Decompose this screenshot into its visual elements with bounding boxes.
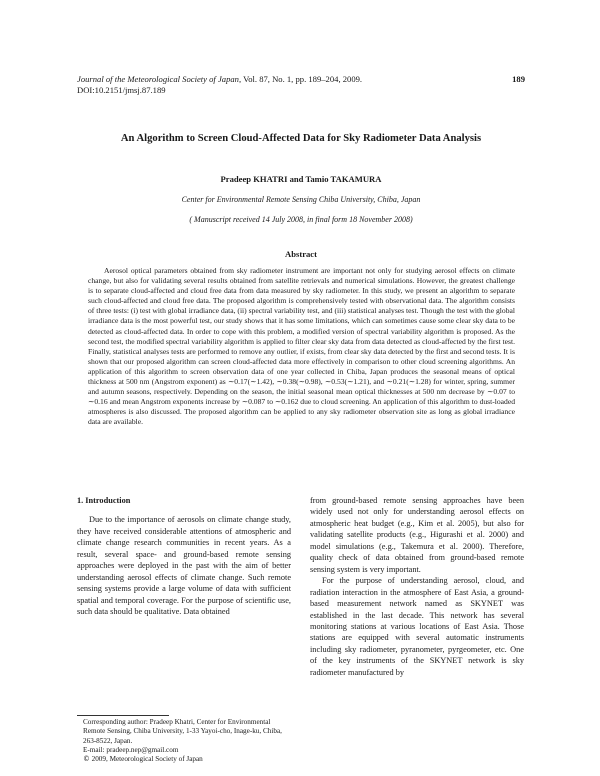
authors: Pradeep KHATRI and Tamio TAKAMURA: [220, 174, 382, 184]
copyright-line: [83, 755, 291, 764]
copyright-text: 2009, Meteorological Society of Japan: [89, 755, 203, 764]
footnote: [83, 718, 291, 764]
paper-title: An Algorithm to Screen Cloud-Affected Data for Sky Radiometer Data Analysis: [120, 133, 482, 144]
introduction-heading: 1. Introduction: [77, 496, 131, 505]
left-column: [77, 495, 291, 618]
abstract-text: Aerosol optical parameters obtained from sky radiometer instrument are important not only for studying aerosol effects on climate change, but also for validating several results obtained from satellite retrievals and numerical simulations. However, the greatest challenge is to separate cloud-affected and cloud free data from data measured by sky radiometer. In this study, we present an algorithm to separate such cloud-affected and cloud free data. The proposed algorithm is comprehensively tested with observational data. The algorithm consists of three tests: (i) test with global irradiance data, (ii) spectral variability test, and (iii) statistical analyses test. Though the test with the global irradiance data is the most powerful test, our study shows that it has some limitations, which can sometimes cause some clear sky data to be detected as cloud-affected data. In order to cope with this problem, a modified version of spectral variability algorithm is proposed. As the second test, the modified spectral variability algorithm is applied to filter clear sky data from data detected as cloud-affected by the first test. Finally, statistical analyses tests are performed to remove any outlier, if exists, from clear sky data detected by the first and second tests. It is shown that our proposed algorithm can screen cloud-affected data more effectively in comparison to other cloud screening algorithms. An application of this algorithm to screen observation data of one year collected in Chiba, Japan produces the seasonal means of optical thickness at 500 nm (Angstrom exponent) as ∼0.17(∼1.42), ∼0.38(∼0.98), ∼0.53(∼1.21), and ∼0.21(∼1.28) for winter, spring, summer and autumn seasons, respectively. Depending on the season, the initial seasonal mean optical thicknesses at 500 nm decrease by ∼0.07 to ∼0.16 and mean Angstrom exponents increase by ∼0.087 to ∼0.162 due to cloud screening. An application of this algorithm to dust-loaded atmospheres is also discussed. The proposed algorithm can be applied to any sky radiometer observation site as long as global irradiance data are available.: [88, 266, 515, 427]
page-number: 189: [512, 74, 525, 84]
copyright-symbol: ©: [83, 755, 90, 764]
footnote-divider: [77, 715, 169, 716]
journal-citation: [77, 74, 525, 85]
author-email: E-mail: pradeep.nep@gmail.com: [83, 745, 179, 754]
manuscript-dates: ( Manuscript received 14 July 2008, in final form 18 November 2008): [189, 215, 413, 224]
introduction-paragraph-2: For the purpose of understanding aerosol, cloud, and radiation interaction in the atmosphere of East Asia, a ground-based measurement network named as SKYNET was established in the last decade. This network has several monitoring stations at various locations of East Asia. Those stations are equipped with several automatic instruments including sky radiometer, pyranometer, pyrgeometer, etc. One of the key instruments of the SKYNET network is sky radiometer manufactured by: [310, 576, 524, 677]
abstract-heading: Abstract: [285, 249, 317, 259]
corresponding-author: Corresponding author: Pradeep Khatri, Center for Environmental Remote Sensing, Chiba University, 1-33 Yayoi-cho, Inage-ku, Chiba, 263-8522, Japan.: [83, 718, 282, 745]
right-column: [310, 495, 524, 678]
introduction-paragraph-1-continued: from ground-based remote sensing approaches have been widely used not only for understanding aerosol effects on atmospheric heat budget (e.g., Kim et al. 2005), but also for validating satellite products (e.g., Higurashi et al. 2000) and model simulations (e.g., Takemura et al. 2000). Therefore, quality check of data obtained from ground-based remote sensing system is very important.: [310, 496, 524, 574]
introduction-paragraph-1: Due to the importance of aerosols on climate change study, they have received considerable attentions of atmospheric and climate change research communities in recent years. As a result, several space- and ground-based remote sensing approaches were deployed in the past with the aim of better understanding aerosol effects of climate change. Such remote sensing systems provide a large volume of data with sufficient spatial and temporal coverage. For the purpose of scientific use, such data should be qualitative. Data obtained: [77, 515, 291, 617]
journal-name: Journal of the Meteorological Society of Japan: [77, 74, 239, 84]
doi: DOI:10.2151/jmsj.87.189: [77, 85, 166, 95]
affiliation: Center for Environmental Remote Sensing Chiba University, Chiba, Japan: [181, 195, 421, 204]
journal-volume-pages: , Vol. 87, No. 1, pp. 189–204, 2009.: [238, 74, 363, 84]
